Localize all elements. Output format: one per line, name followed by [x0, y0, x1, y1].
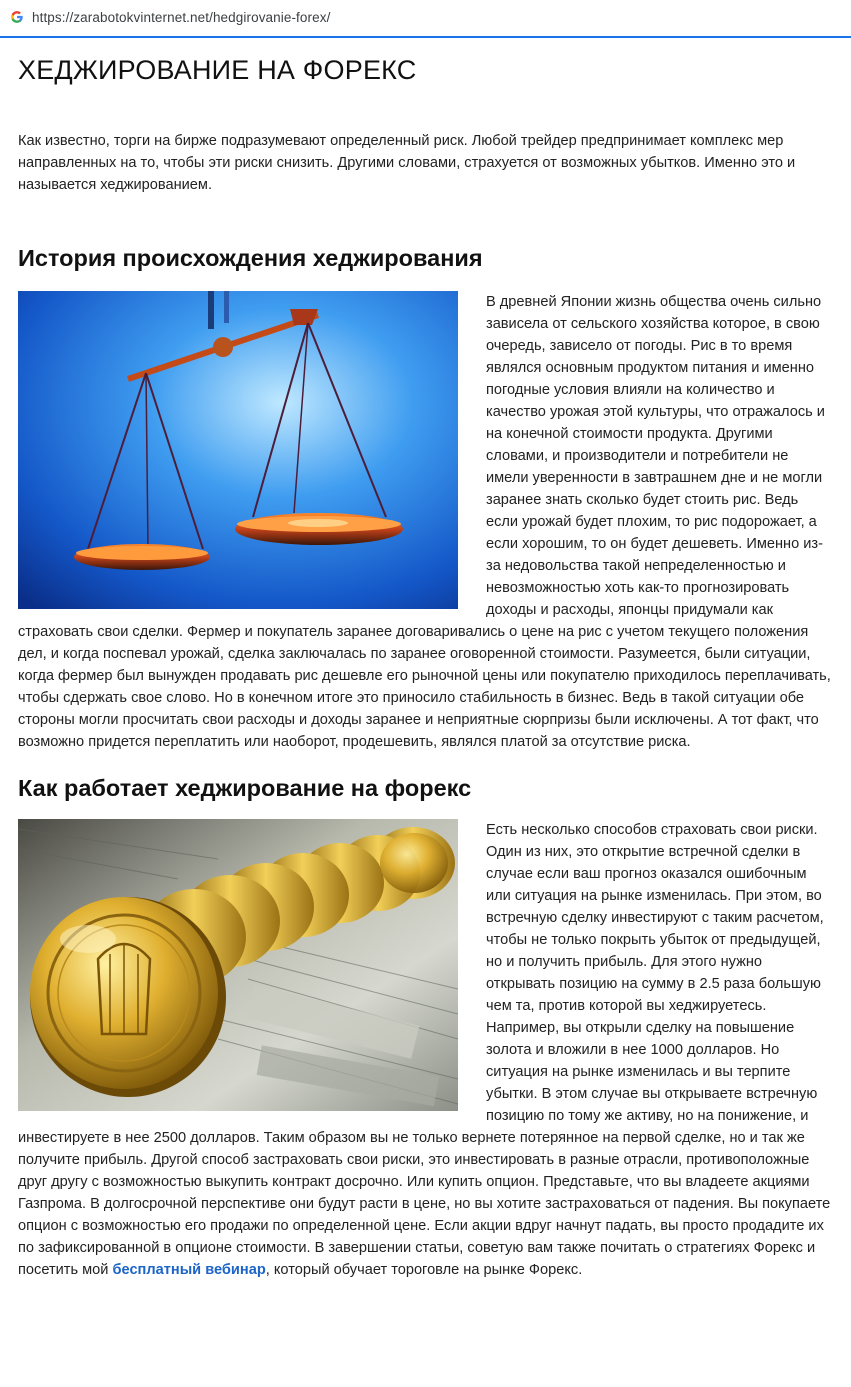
- section-forex-hedging: [18, 819, 833, 1281]
- url-text[interactable]: https://zarabotokvinternet.net/hedgirovanie-forex/: [32, 10, 331, 25]
- section-heading-forex: Как работает хеджирование на форекс: [18, 775, 472, 801]
- forex-paragraph-tail: , который обучает тороговле на рынке Форекс.: [265, 1262, 583, 1278]
- section-history: [18, 291, 833, 753]
- google-g-icon: [10, 10, 24, 24]
- page-title: ХЕДЖИРОВАНИЕ НА ФОРЕКС: [18, 55, 417, 85]
- intro-paragraph: Как известно, торги на бирже подразумевают определенный риск. Любой трейдер предпринимает комплекс мер направленных на то, чтобы эти риски снизить. Другими словами, страхуется от возможных убытков. Именно это и называется хеджированием.: [18, 133, 796, 193]
- section-heading-history: История происхождения хеджирования: [18, 245, 483, 271]
- article: [18, 38, 833, 1281]
- balance-scales-image: [18, 291, 458, 609]
- history-paragraph: В древней Японии жизнь общества очень сильно зависела от сельского хозяйства которое, в свою очередь, зависело от погоды. Рис в то время являлся основным продуктом питания и именно погодные условия влияли на количество и качество урожая этой культуры, что отражалось и на конечной стоимости продукта. Другими словами, и производители и потребители не имели уверенности в завтрашнем дне и не могли заранее знать сколько будет стоить рис. Ведь если урожай будет плохим, то рис подорожает, а если хорошим, то он будет дешеветь. Именно из-за недовольства такой непределенностью и невозможностью хоть как-то прогнозировать доходы и расходы, японцы придумали как страховать свои сделки. Фермер и покупатель заранее договаривались о цене на рис с учетом текущего положения дел, и когда поспевал урожай, сделка заключалась по заранее оговоренной стоимости. Разумеется, были ситуации, когда фермер был вынужден продавать рис дешевле его рыночной цены или покупателю приходилось переплачивать, чтобы сдержать свое слово. Но в конечном итоге это приносило стабильность в бизнес. Ведь в такой ситуации обе стороны могли просчитать свои расходы и доходы заранее и неприятные сюрпризы были исключены. А тот факт, что возможно придется переплатить или наоборот, продешевить, являлся платой за отсутствие риска.: [18, 294, 831, 750]
- gold-coins-dollars-image: [18, 819, 458, 1111]
- free-webinar-link[interactable]: бесплатный вебинар: [112, 1262, 266, 1278]
- address-bar[interactable]: [0, 0, 851, 38]
- forex-paragraph-text: Есть несколько способов страховать свои риски. Один из них, это открытие встречной сделки в случае если ваш прогноз оказался ошибочным или ситуация на рынке изменилась. При этом, во встречную сделку инвестируют с таким расчетом, чтобы не только покрыть убыток от предыдущей, но и получить прибыль. Для этого нужно открывать позицию на сумму в 2.5 раза большую чем та, против которой вы хеджируетесь. Например, вы открыли сделку на повышение золота и вложили в нее 1000 долларов. Но ситуация на рынке изменилась и вы терпите убытки. В этом случае вы открываете встречную позицию по тому же активу, но на понижение, и инвестируете в нее 2500 долларов. Таким образом вы не только вернете потерянное на первой сделке, но и так же получите прибыль. Другой способ застраховать свои риски, это инвестировать в разные отрасли, противоположные друг другу с возможностью выкупить контракт досрочно. Или купить опцион. Представьте, что вы владеете акциями Газпрома. В долгосрочной перспективе они будут расти в цене, но вы хотите застраховаться от падения. Вы покупаете опцион с возможностью его продажи по определенной цене. Если акции вдруг начнут падать, вы просто продадите их по зафиксированной в опционе стоимости. В завершении статьи, советую вам также почитать о стратегиях Форекс и посетить мой: [18, 822, 831, 1278]
